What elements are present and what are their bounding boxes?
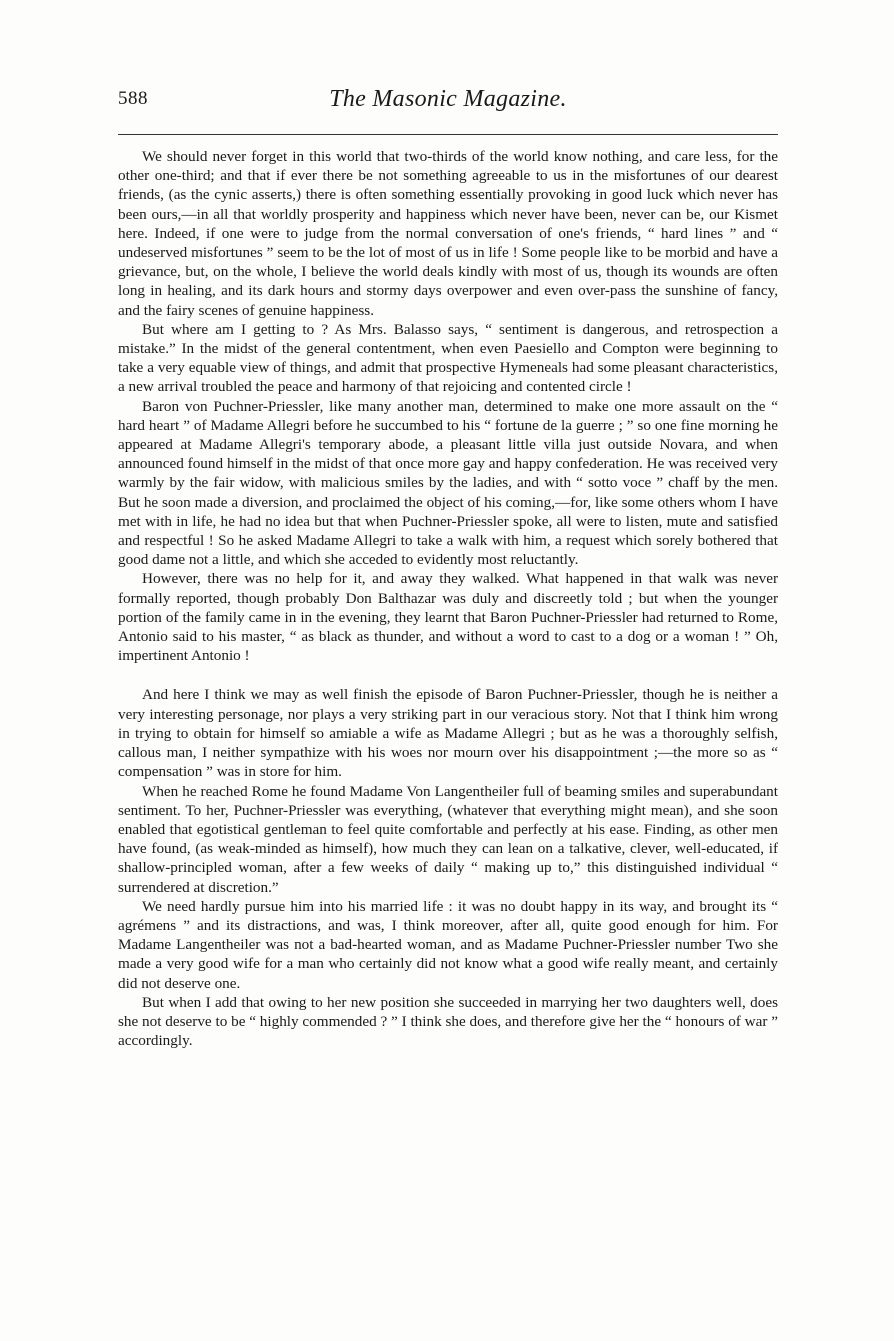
paragraph: When he reached Rome he found Madame Von Langentheiler full of beaming smiles and superabundant sentiment. To her, Puchner-Priessler was everything, (whatever that everything might mean), and she soon enabled that egotistical gentleman to feel quite comfortable and perfectly at his ease. Finding, as other men have found, (as weak-minded as himself), how much they can lean on a talkative, clever, well-educated, if shallow-principled woman, after a few weeks of daily “ making up to,” this distinguished individual “ surrendered at discretion.” [118,782,778,896]
header-rule [118,134,778,135]
paragraph: Baron von Puchner-Priessler, like many another man, determined to make one more assault on the “ hard heart ” of Madame Allegri before he succumbed to his “ fortune de la guerre ; ” so one fine morning he appeared at Madame Allegri's temporary abode, a pleasant little villa just outside Novara, and when announced found himself in the midst of that once more gay and happy confederation. He was received very warmly by the fair widow, with malicious smiles by the ladies, and with “ sotto voce ” chaff by the men. But he soon made a diversion, and proclaimed the object of his coming,—for, like some others whom I have met with in life, he had no idea but that when Puchner-Priessler spoke, all were to listen, mute and satisfied and respectful ! So he asked Madame Allegri to take a walk with him, a request which sorely bothered that good dame not a little, and which she acceded to evidently most reluctantly. [118,397,778,569]
paragraph: We should never forget in this world that two-thirds of the world know nothing, and care less, for the other one-third; and that if ever there be not something agreeable to us in the misfortunes of our dearest friends, (as the cynic asserts,) there is often something essentially provoking in good luck which never has been ours,—in all that worldly prosperity and happiness which never have been, never can be, our Kismet here. Indeed, if one were to judge from the normal conversation of one's friends, “ hard lines ” and “ undeserved misfortunes ” seem to be the lot of most of us in life ! Some people like to be morbid and have a grievance, but, on the whole, I believe the world deals kindly with most of us, though its wounds are often long in healing, and its dark hours and stormy days overpower and even over-pass the sunshine of fancy, and the fairy scenes of genuine happiness. [118,148,778,319]
article-body [118,147,778,1050]
paragraph: And here I think we may as well finish the episode of Baron Puchner-Priessler, though he is neither a very interesting personage, nor plays a very striking part in our veracious story. Not that I think him wrong in trying to obtain for himself so amiable a wife as Madame Allegri ; but as he was a thoroughly selfish, callous man, I neither sympathize with his woes nor mourn over his disappointment ;—the more so as “ compensation ” was in store for him. [118,686,778,781]
magazine-page [118,86,778,1050]
paragraph: But when I add that owing to her new position she succeeded in marrying her two daughters well, does she not deserve to be “ highly commended ? ” I think she does, and therefore give her the “ honours of war ” accordingly. [118,993,778,1050]
page-number: 588 [118,88,148,109]
paragraph: However, there was no help for it, and away they walked. What happened in that walk was never formally reported, though probably Don Balthazar was duly and discreetly told ; but when the younger portion of the family came in in the evening, they learnt that Baron Puchner-Priessler had returned to Rome, Antonio said to his master, “ as black as thunder, and without a word to cast to a dog or a woman ! ” Oh, impertinent Antonio ! [118,570,778,665]
paragraph: But where am I getting to ? As Mrs. Balasso says, “ sentiment is dangerous, and retrospection a mistake.” In the midst of the general contentment, when even Paesiello and Compton were beginning to take a very equable view of things, and admit that prospective Hymeneals had some pleasant characteristics, a new arrival troubled the peace and harmony of that rejoicing and contented circle ! [118,320,778,396]
running-head [118,86,778,126]
magazine-title: The Masonic Magazine. [329,86,567,112]
paragraph: We need hardly pursue him into his married life : it was no doubt happy in its way, and brought its “ agrémens ” and its distractions, and was, I think moreover, after all, quite good enough for him. For Madame Langentheiler was not a bad-hearted woman, and as Madame Puchner-Priessler number Two she made a very good wife for a man who certainly did not know what a good wife really meant, and certainly did not deserve one. [118,897,778,992]
